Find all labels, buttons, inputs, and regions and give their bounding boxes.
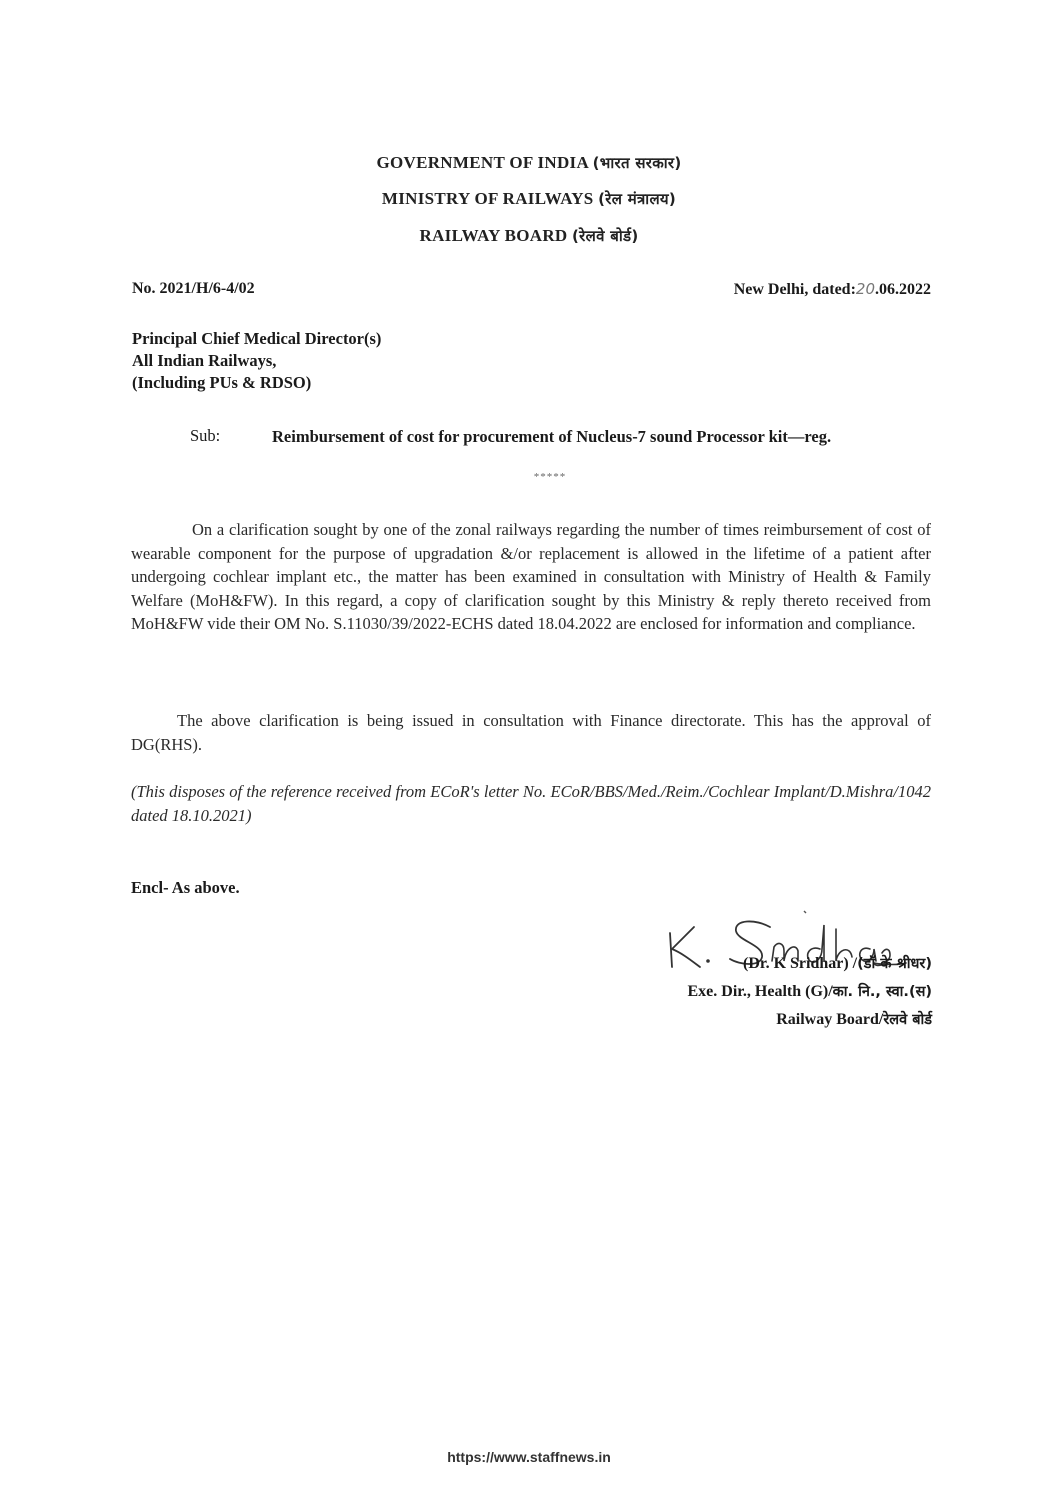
letter-date xyxy=(734,280,931,299)
date-day-handwritten: 20 xyxy=(855,280,875,298)
signatory-designation xyxy=(687,978,932,1006)
signatory-designation-en: Exe. Dir., Health (G)/ xyxy=(687,983,833,1000)
enclosure-note: Encl- As above. xyxy=(131,878,240,897)
addressee-line-2: All Indian Railways, xyxy=(132,351,277,370)
subject-label: Sub: xyxy=(190,426,221,445)
signatory-office-en: Railway Board/ xyxy=(776,1011,884,1028)
signatory-office xyxy=(687,1006,932,1034)
letter-number: No. 2021/H/6-4/02 xyxy=(132,280,255,297)
body-paragraph-reference: (This disposes of the reference received from ECoR's letter No. ECoR/BBS/Med./Reim./Cochlear Implant/D.Mishra/1042 dated 18.10.2021) xyxy=(131,782,931,825)
signatory-office-hi: रेलवे बोर्ड xyxy=(883,1012,932,1028)
header-board xyxy=(0,226,1058,246)
header-board-hi: (रेलवे बोर्ड) xyxy=(572,227,639,245)
signatory-designation-hi: का. नि., स्वा.(स) xyxy=(832,984,932,1000)
footer-url[interactable]: https://www.staffnews.in xyxy=(447,1449,611,1465)
header-government-en: GOVERNMENT OF INDIA xyxy=(376,153,589,172)
header-board-en: RAILWAY BOARD xyxy=(419,226,568,245)
header-ministry xyxy=(0,189,1058,209)
header-government-hi: (भारत सरकार) xyxy=(592,154,682,172)
addressee-block xyxy=(132,328,381,394)
subject-separator: ***** xyxy=(533,471,567,483)
body-paragraph-1: On a clarification sought by one of the zonal railways regarding the number of times reimbursement of cost of wearable component for the purpose of upgradation &/or replacement is allowed in the lifetime of a patient after undergoing cochlear implant etc., the matter has been examined in consultation with Ministry of Health & Family Welfare (MoH&FW). In this regard, a copy of clarification sought by this Ministry & reply thereto received from MoH&FW vide their OM No. S.11030/39/2022-ECHS dated 18.04.2022 are enclosed for information and compliance. xyxy=(131,520,931,633)
signatory-block xyxy=(687,950,932,1034)
addressee-line-1: Principal Chief Medical Director(s) xyxy=(132,329,382,348)
header-ministry-en: MINISTRY OF RAILWAYS xyxy=(381,189,594,208)
signatory-name-en: (Dr. K Sridhar) / xyxy=(743,955,858,972)
addressee-line-3: (Including PUs & RDSO) xyxy=(132,373,312,392)
header-ministry-hi: (रेल मंत्रालय) xyxy=(598,190,677,208)
date-rest: .06.2022 xyxy=(875,281,931,298)
signatory-name xyxy=(687,950,932,978)
header-government xyxy=(0,153,1058,173)
signatory-name-hi: (डॉ के श्रीधर) xyxy=(857,956,932,972)
subject-text: Reimbursement of cost for procurement of Nucleus-7 sound Processor kit—reg. xyxy=(272,427,832,446)
body-paragraph-2: The above clarification is being issued in consultation with Finance directorate. This has the approval of DG(RHS). xyxy=(131,711,931,754)
date-prefix: New Delhi, dated: xyxy=(733,281,856,298)
